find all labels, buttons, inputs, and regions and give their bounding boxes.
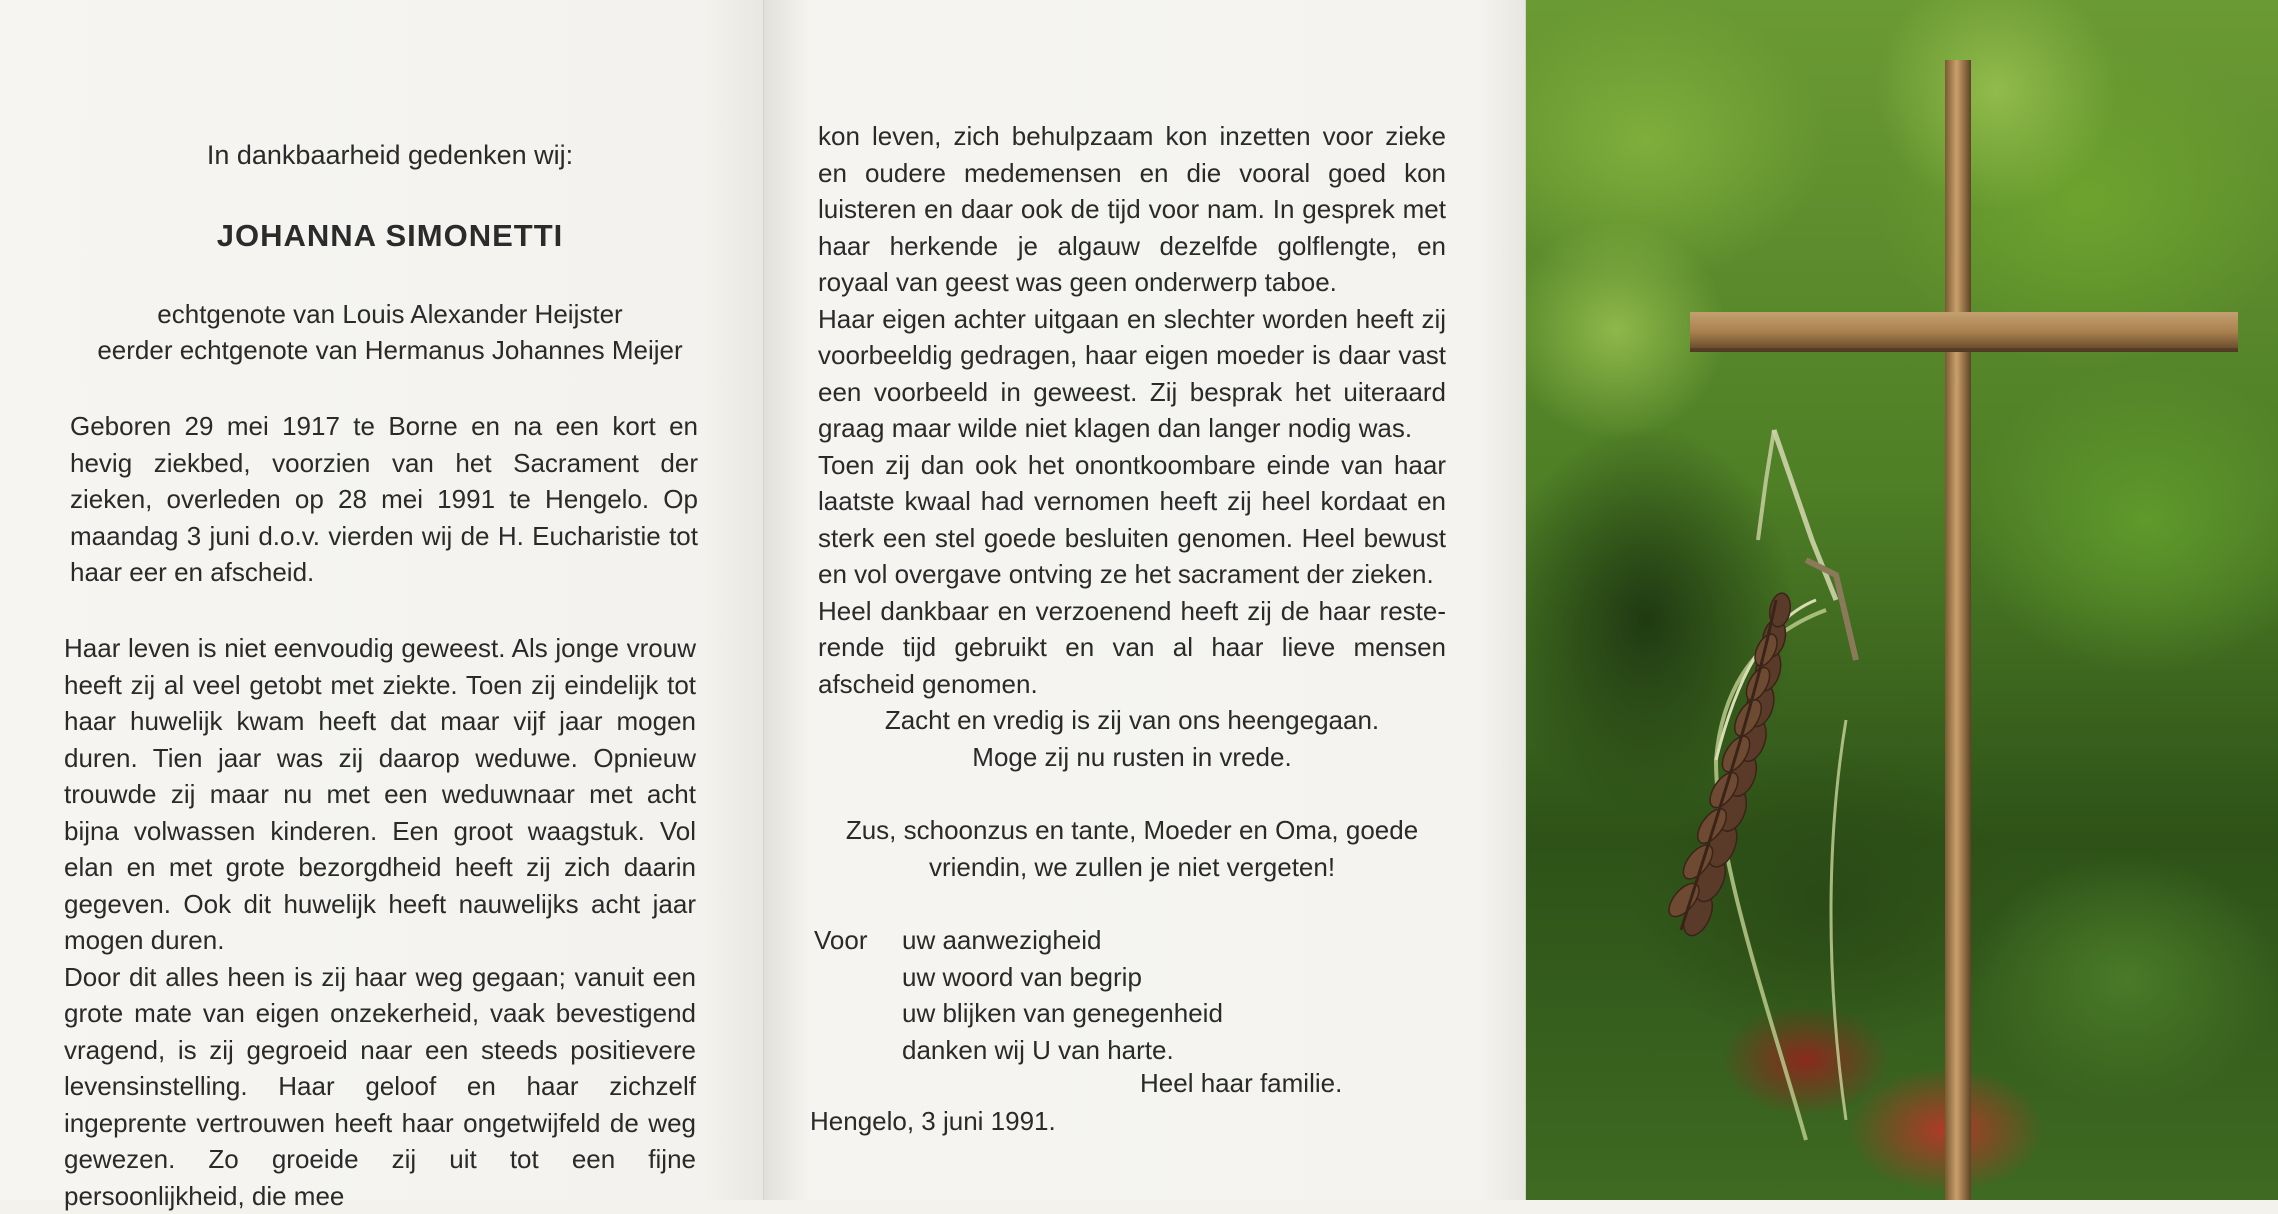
thanks-line-2: uw woord van begrip — [902, 959, 1223, 996]
thanks-lines — [902, 922, 1223, 1068]
wheat-ear-icon — [1663, 430, 1856, 1140]
farewell-line-1: Zacht en vredig is zij van ons heengegaan. — [818, 702, 1446, 739]
thanks-line-4: danken wij U van harte. — [902, 1032, 1223, 1069]
spouse-line-current: echtgenote van Louis Alexander Heijster — [60, 296, 720, 332]
middle-paragraph-3: Toen zij dan ook het onontkoombare einde van haar laatste kwaal had vernomen heeft zij heel kordaat en sterk een stel goede besluiten genomen. Heel bewust en vol overgave ontving ze het sacrament der zieken. — [818, 447, 1446, 593]
cross-photo — [1526, 0, 2278, 1200]
middle-paragraph-1: kon leven, zich behulpzaam kon inzetten voor zieke en oudere medemensen en die vooral goed kon luisteren en daar ook de tijd voor nam. In gesprek met haar herkende je algauw dezelfde golflengte, en royaal van geest was geen onderwerp taboe. — [818, 118, 1446, 301]
middle-paragraph-4: Heel dankbaar en verzoenend heeft zij de haar reste-rende tijd gebruikt en van al haar lieve mensen afscheid genomen. — [818, 593, 1446, 703]
deceased-name: JOHANNA SIMONETTI — [190, 218, 590, 254]
middle-story — [818, 118, 1446, 702]
birth-paragraph: Geboren 29 mei 1917 te Borne en na een kort en hevig ziekbed, voorzien van het Sacrament der zieken, overleden op 28 mei 1991 te Hengelo. Op maandag 3 juni d.o.v. vierden wij de H. Eucharistie tot haar eer en afscheid. — [70, 408, 698, 591]
photo-panel — [1526, 0, 2278, 1200]
place-date: Hengelo, 3 juni 1991. — [810, 1106, 1056, 1137]
thanks-lead-word: Voor — [814, 922, 868, 959]
farewell-verse — [818, 702, 1446, 775]
farewell-line-2: Moge zij nu rusten in vrede. — [818, 739, 1446, 776]
thanks-line-3: uw blijken van genegenheid — [902, 995, 1223, 1032]
family-tribute — [818, 812, 1446, 885]
life-story — [64, 630, 696, 1214]
left-panel — [0, 0, 764, 1200]
thanks-line-1: uw aanwezigheid — [902, 922, 1223, 959]
middle-paragraph-2: Haar eigen achter uitgaan en slechter worden heeft zij voorbeeldig gedragen, haar eigen moeder is daar vast een voorbeeld in geweest. Zij besprak het uiteraard graag maar wilde niet klagen dan langer nodig was. — [818, 301, 1446, 447]
path-paragraph: Door dit alles heen is zij haar weg gegaan; vanuit een grote mate van eigen onzekerheid, vaak bevestigend vragend, is zij gegroeid naar een steeds positievere levensinstelling. Haar geloof en haar zichzelf ingeprente vertrouwen heeft haar ongetwijfeld de weg gewezen. Zo groeide zij uit tot een fijne persoonlijkheid, die mee — [64, 959, 696, 1214]
family-signoff: Heel haar familie. — [1140, 1068, 1342, 1099]
family-line-1: Zus, schoonzus en tante, Moeder en Oma, goede — [818, 812, 1446, 849]
life-paragraph: Haar leven is niet eenvoudig geweest. Als jonge vrouw heeft zij al veel getobt met ziekte. Toen zij eindelijk tot haar huwelijk kwam heeft dat maar vijf jaar mogen duren. Tien jaar was zij daarop weduwe. Opnieuw trouwde zij maar nu met een weduwnaar met acht bijna volwassen kinderen. Een groot waagstuk. Vol elan en met grote bezorgdheid heeft zij zich daarin gegeven. Ook dit huwelijk heeft nauwelijks acht jaar mogen duren. — [64, 630, 696, 959]
spouse-lines — [60, 296, 720, 368]
family-line-2: vriendin, we zullen je niet vergeten! — [818, 849, 1446, 886]
spouse-line-former: eerder echtgenote van Hermanus Johannes Meijer — [60, 332, 720, 368]
intro-line: In dankbaarheid gedenken wij: — [190, 140, 590, 171]
